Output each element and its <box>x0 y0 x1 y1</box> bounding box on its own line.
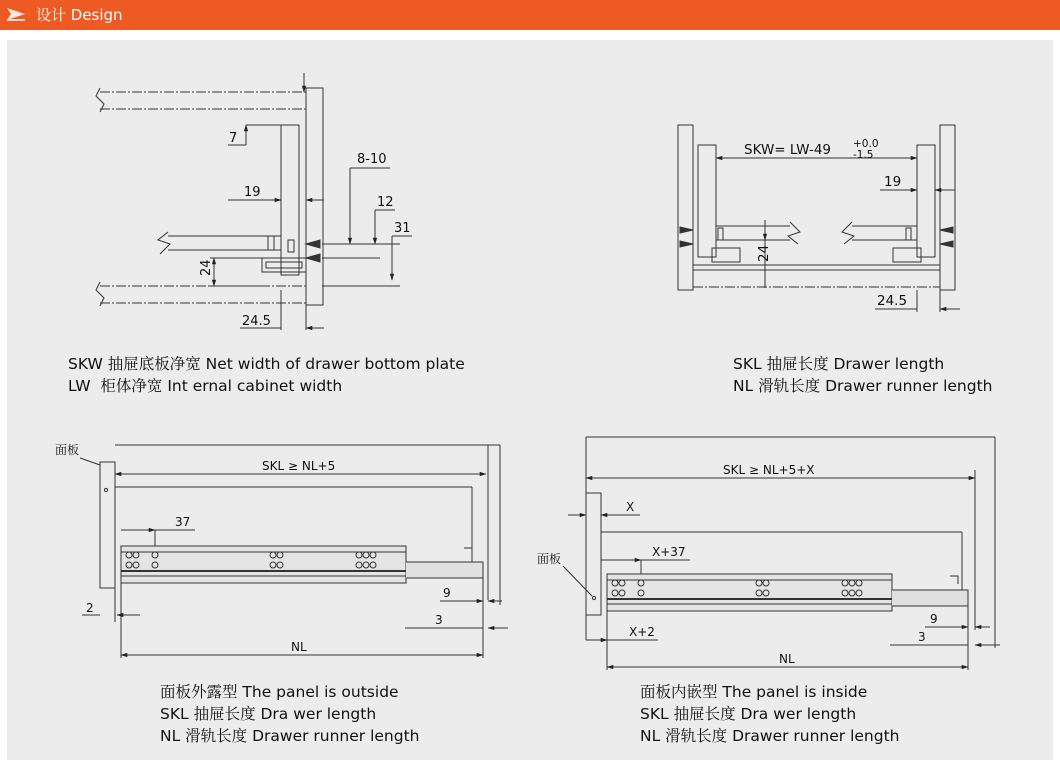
dim-label: 19 <box>884 174 902 190</box>
dim-label: 19 <box>244 185 261 200</box>
nl-label: NL <box>779 652 795 666</box>
dim-label: X <box>626 500 635 514</box>
skw-formula: SKW= LW-49 <box>744 142 832 158</box>
caption-lw: LW 柜体净宽 Int ernal cabinet width <box>68 377 343 395</box>
dim-label: 24 <box>199 259 214 276</box>
dim-label: 3 <box>918 630 926 644</box>
dim-label: 9 <box>930 612 938 626</box>
dim-label: X+2 <box>629 625 655 639</box>
panel-label: 面板 <box>537 552 562 566</box>
caption-skl-inside: SKL 抽屉长度 Dra wer length <box>640 705 857 723</box>
caption-nl-inside: NL 滑轨长度 Drawer runner length <box>640 727 900 745</box>
dim-label: 8-10 <box>357 152 387 167</box>
nl-label: NL <box>291 640 307 654</box>
diagram-1-section <box>96 73 412 330</box>
dim-label: 12 <box>377 195 394 210</box>
diagram-1-dims <box>199 131 411 329</box>
dim-label: 37 <box>175 515 191 529</box>
caption-skl: SKL 抽屉长度 Drawer length <box>733 355 945 373</box>
caption-panel-inside: 面板内嵌型 The panel is inside <box>640 683 868 701</box>
dim-label: 3 <box>435 613 443 627</box>
diagram-3-runner <box>80 445 508 658</box>
caption-nl-outside: NL 滑轨长度 Drawer runner length <box>160 727 420 745</box>
tolerance-plus: +0.0 <box>853 138 879 150</box>
skl-formula: SKL ≥ NL+5 <box>262 459 336 473</box>
tolerance-minus: -1.5 <box>853 149 874 161</box>
dim-label: 24.5 <box>242 314 271 329</box>
panel-label: 面板 <box>55 443 80 457</box>
section-title: 设计 Design <box>36 6 123 24</box>
dim-label: 24 <box>756 244 772 262</box>
dim-label: 31 <box>394 221 411 236</box>
dim-label: 7 <box>229 131 238 146</box>
caption-skl-outside: SKL 抽屉长度 Dra wer length <box>160 705 377 723</box>
caption-skw: SKW 抽屉底板净宽 Net width of drawer bottom plate <box>68 355 465 373</box>
caption-nl: NL 滑轨长度 Drawer runner length <box>733 377 993 395</box>
dim-label: 9 <box>443 586 451 600</box>
skl-formula: SKL ≥ NL+5+X <box>723 463 815 477</box>
dim-label: 2 <box>86 601 94 615</box>
diagram-2-dims <box>744 138 907 309</box>
dim-label: 24.5 <box>877 293 908 309</box>
dim-label: X+37 <box>652 545 686 559</box>
caption-panel-outside: 面板外露型 The panel is outside <box>160 683 399 701</box>
